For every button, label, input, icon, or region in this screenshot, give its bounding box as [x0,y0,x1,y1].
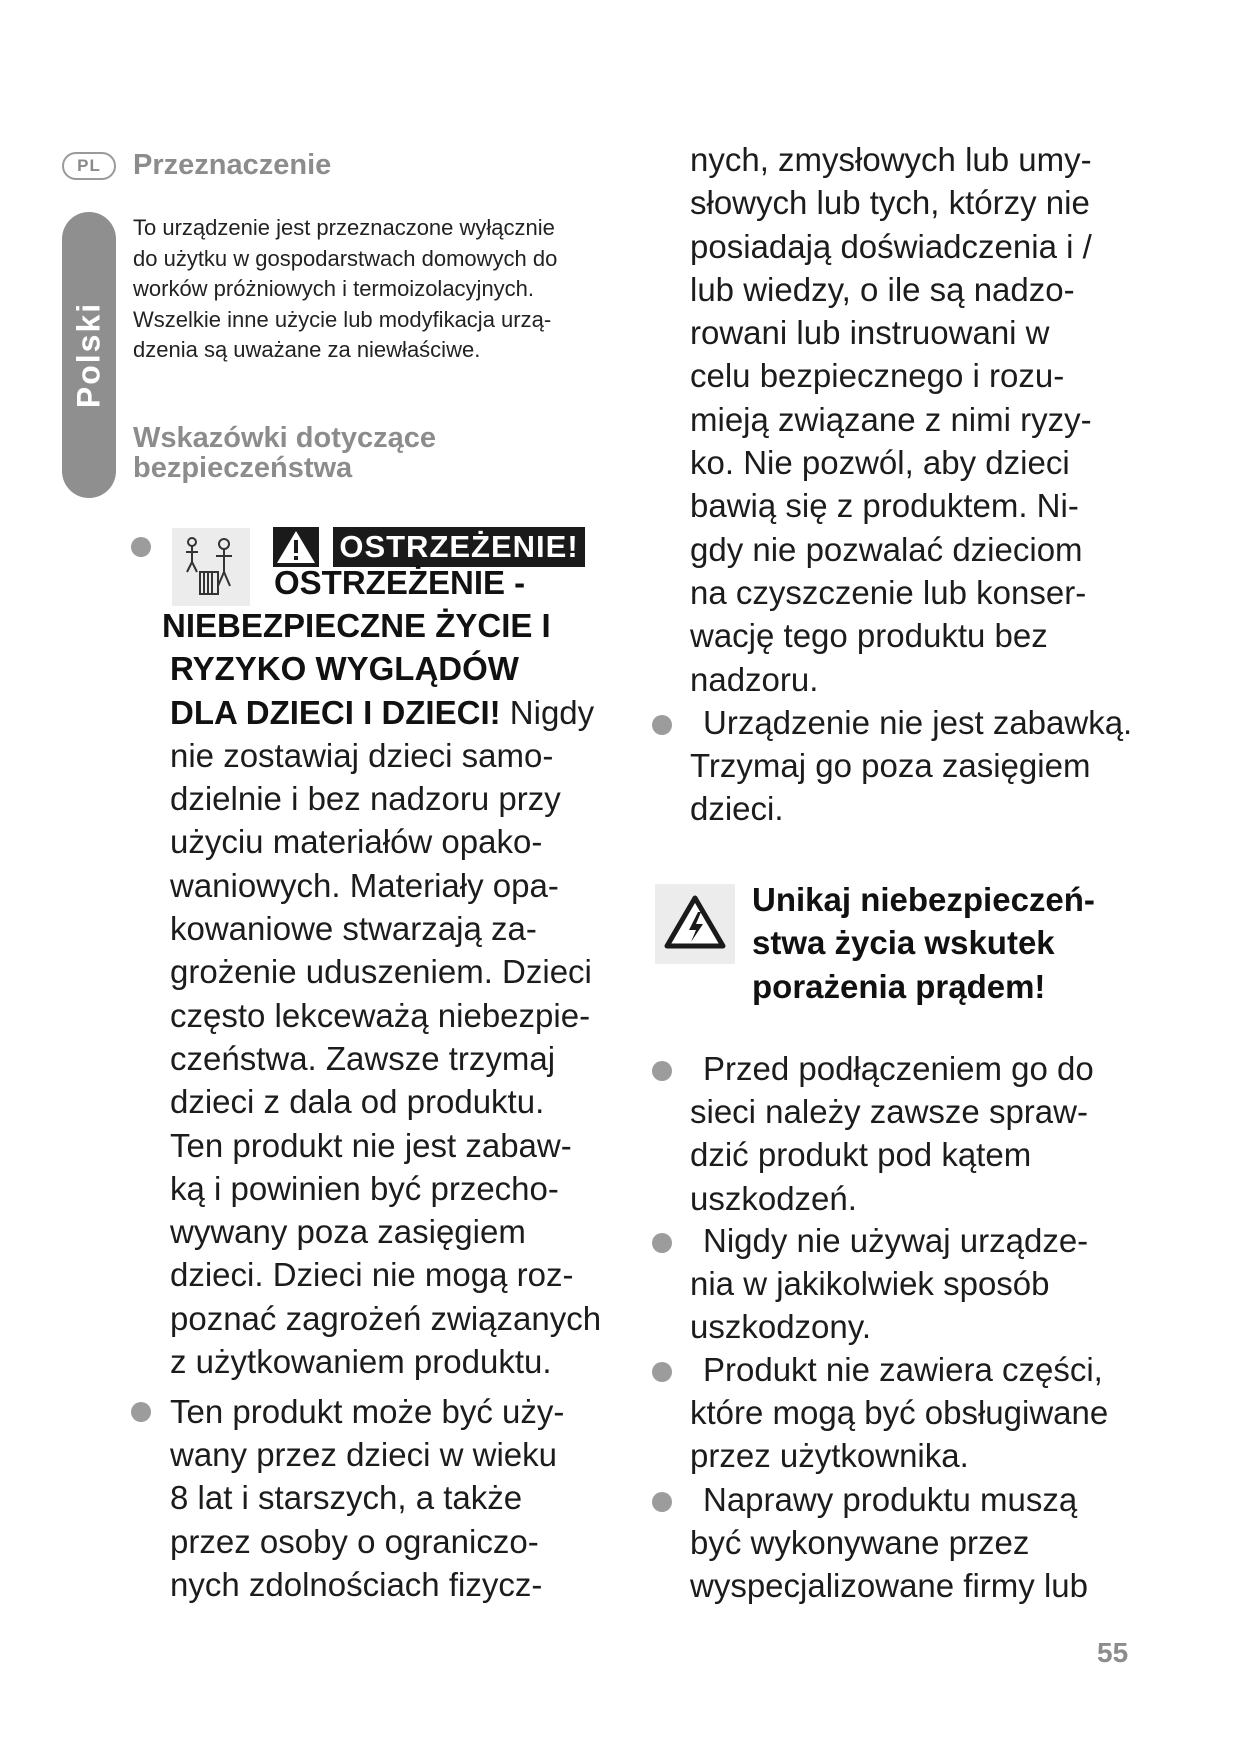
text-line: do użytku w gospodarstwach domowych do [133,245,558,271]
text-line: 8 lat i starszych, a także [170,1479,523,1517]
text-line: rowani lub instruowani w [690,314,1050,352]
text-line: celu bezpiecznego i rozu- [690,357,1065,395]
continuation-paragraph [690,138,1092,701]
warning-title: OSTRZEŻENIE - [274,564,526,601]
text-line: które mogą być obsługiwane [690,1394,1109,1431]
text-line: To urządzenie jest przeznaczone wyłącznie [133,215,555,240]
text-line: uszkodzony. [690,1308,871,1346]
text-line: porażenia prądem! [752,967,1046,1005]
bullet-icon [131,1402,151,1422]
bullet-icon [131,537,151,557]
text-line: dzić produkt pod kątem [690,1136,1032,1174]
bullet-icon [652,1061,672,1081]
purpose-paragraph [133,213,557,366]
warning-title-line-1 [274,561,525,604]
language-badge: PL [62,152,116,180]
text-line: NIEBEZPIECZNE ŻYCIE I [162,607,551,644]
text-line: być wykonywane przez [690,1524,1030,1561]
text-line: nie zostawiaj dzieci samo- [170,736,554,774]
electric-warning-text [752,878,1095,1008]
bullet-paragraph [690,744,1090,831]
text-line: Ten produkt nie jest zabaw- [170,1126,572,1164]
text-line: wację tego produktu bez [690,617,1048,655]
heading-line: bezpieczeństwa [133,452,353,484]
bullet-first-line: Ten produkt może być uży- [170,1393,565,1430]
bullet-icon [652,715,672,735]
text-line: ką i powinien być przecho- [170,1169,559,1207]
text-line: Unikaj niebezpieczeń- [752,881,1095,918]
text-line: lub wiedzy, o ile są nadzo- [690,270,1075,308]
text-line: worków próżniowych i termoizolacyjnych. [133,276,535,301]
text-line: uszkodzeń. [690,1179,857,1217]
text-line: przez osoby o ograniczo- [170,1522,539,1560]
bullet-icon [652,1233,672,1253]
text-line: użyciu materiałów opako- [170,823,543,861]
bullet-first-line: Nigdy nie używaj urządze- [703,1222,1089,1259]
text-line: Trzymaj go poza zasięgiem [690,747,1091,784]
warning-block [162,604,601,1383]
text-line: waniowych. Materiały opa- [170,866,559,904]
child-warning-icon [172,528,250,606]
text-line: nych zdolnościach fizycz- [170,1565,543,1603]
text-line: poznać zagrożeń związanych [170,1299,602,1337]
text-line: sieci należy zawsze spraw- [690,1093,1088,1130]
bullet-paragraph [690,1521,1088,1608]
text-line: wywany poza zasięgiem [170,1213,526,1251]
text-line: czeństwa. Zawsze trzymaj [170,1039,556,1077]
text-line: DLA DZIECI I DZIECI! Nigdy [170,693,595,731]
warning-banner-label: OSTRZEŻENIE! [333,527,585,567]
bullet-paragraph [690,1262,1050,1349]
bullet-paragraph [170,1433,557,1606]
side-language-tab-label: Polski [70,301,107,409]
text-line: grożenie uduszeniem. Dzieci [170,953,592,991]
text-line: nadzoru. [690,660,819,698]
bullet-first-line: Naprawy produktu muszą [703,1481,1078,1518]
bullet-paragraph [690,1090,1088,1220]
bullet-first-line: Produkt nie zawiera części, [703,1351,1103,1388]
section-heading-purpose: Przeznaczenie [133,149,332,181]
text-line: często lekceważą niebezpie- [170,996,591,1034]
text-line: nia w jakikolwiek sposób [690,1265,1050,1302]
text-line: wany przez dzieci w wieku [170,1436,557,1473]
text-line: nych, zmysłowych lub umy- [690,141,1092,178]
text-line: ko. Nie pozwól, aby dzieci [690,444,1070,482]
text-line: na czyszczenie lub konser- [690,573,1087,611]
text-line: gdy nie pozwalać dzieciom [690,530,1083,568]
section-heading-safety [133,423,436,483]
text-line: dzieci. [690,790,784,828]
page-number: 55 [1097,1637,1129,1668]
text-line: bawią się z produktem. Ni- [690,487,1079,525]
text-line: posiadają doświadczenia i / [690,227,1092,265]
text-line: z użytkowaniem produktu. [170,1343,552,1381]
bullet-icon [652,1492,672,1512]
text-line: słowych lub tych, którzy nie [690,184,1090,222]
text-line: Wszelkie inne użycie lub modyfikacja urzą- [133,306,552,332]
bullet-first-line: Przed podłączeniem go do [703,1050,1094,1087]
bullet-first-line: Urządzenie nie jest zabawką. [703,704,1133,741]
bullet-paragraph [690,1391,1108,1478]
text-line: dzieci z dala od produktu. [170,1083,545,1121]
text-line: przez użytkownika. [690,1437,969,1475]
text-line: stwa życia wskutek [752,924,1055,962]
bullet-icon [652,1362,672,1382]
text-line: dzielnie i bez nadzoru przy [170,780,561,818]
text-line: dzieci. Dzieci nie mogą roz- [170,1256,574,1294]
electric-hazard-icon [655,884,735,964]
text-line: RYZYKO WYGLĄDÓW [170,650,519,688]
text-line: kowaniowe stwarzają za- [170,910,537,948]
text-line: dzenia są uważane za niewłaściwe. [133,337,481,362]
heading-line: Wskazówki dotyczące [133,422,436,454]
text-line: wyspecjalizowane firmy lub [690,1567,1088,1605]
text-line: mieją związane z nimi ryzy- [690,400,1092,438]
